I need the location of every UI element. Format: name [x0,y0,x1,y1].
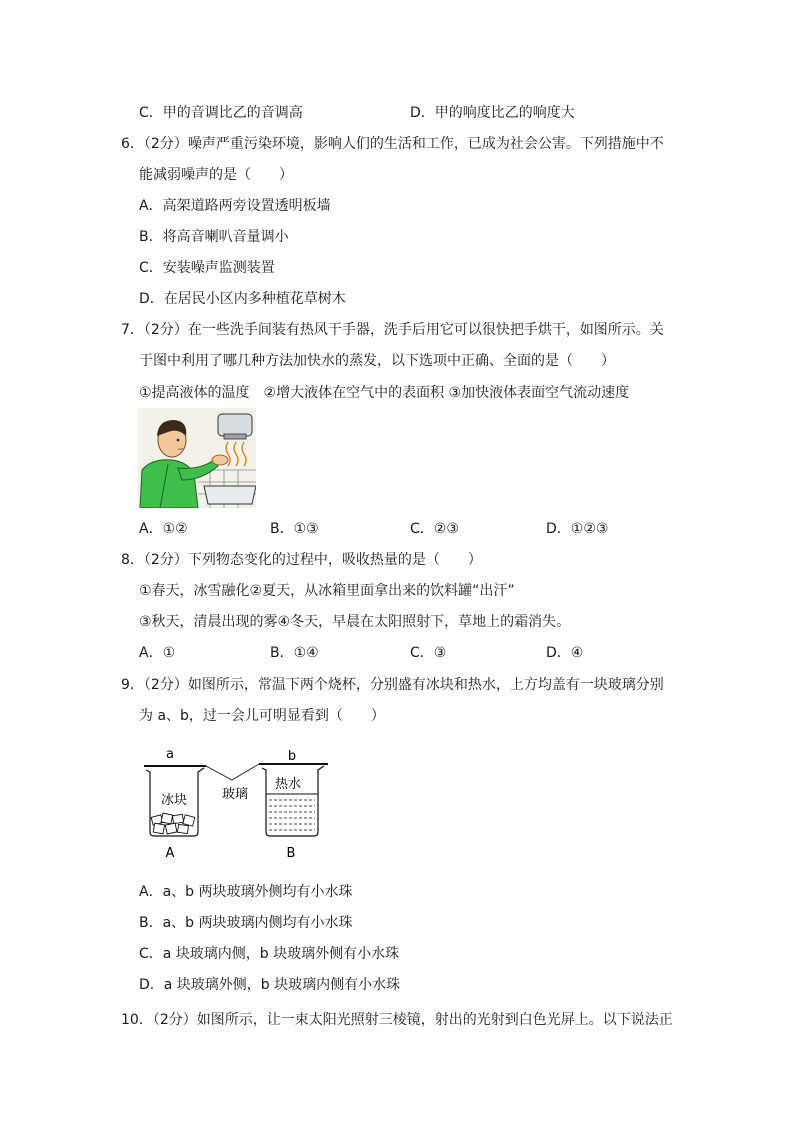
beakers-diagram [138,744,338,864]
q9-option-c: C．a 块玻璃内侧，b 块玻璃外侧有小水珠 [139,946,400,962]
label-a: a [166,747,174,762]
q5-option-d: D．甲的响度比乙的响度大 [410,105,575,121]
q7-option-c: C．②③ [410,521,459,537]
q6-option-b: B．将高音喇叭音量调小 [139,229,289,245]
q10-stem-line-1: 10．（2分）如图所示，让一束太阳光照射三棱镜，射出的光射到白色光屏上。以下说法正 [121,1012,673,1028]
hand-dryer-illustration [138,408,256,508]
q9-option-b: B．a、b 两块玻璃内侧均有小水珠 [139,915,353,931]
q7-option-b: B．①③ [270,521,319,537]
label-beaker-a: A [165,846,175,861]
q6-stem-line-1: 6．（2分）噪声严重污染环境，影响人们的生活和工作，已成为社会公害。下列措施中不 [121,136,664,152]
q8-option-d: D．④ [546,645,584,661]
q6-option-d: D．在居民小区内多种植花草树木 [139,291,346,307]
q7-option-a: A．①② [139,521,188,537]
q8-option-b: B．①④ [270,645,319,661]
label-b: b [287,749,297,764]
q9-stem-line-1: 9．（2分）如图所示，常温下两个烧杯，分别盛有冰块和热水，上方均盖有一块玻璃分别 [121,677,664,693]
q7-methods: ①提高液体的温度 ②增大液体在空气中的表面积 ③加快液体表面空气流动速度 [139,385,630,401]
q9-stem-line-2: 为 a、b，过一会儿可明显看到（ ） [139,708,385,724]
q9-option-a: A．a、b 两块玻璃外侧均有小水珠 [139,884,353,900]
q7-option-d: D．①②③ [546,521,609,537]
q8-stem-line-2: ①春天，冰雪融化②夏天，从冰箱里面拿出来的饮料罐“出汗” [139,583,515,599]
label-beaker-b: B [286,846,296,861]
label-glass: 玻璃 [221,787,249,802]
q8-stem-line-3: ③秋天，清晨出现的雾④冬天，早晨在太阳照射下，草地上的霜消失。 [139,614,571,630]
q8-option-a: A．① [139,645,176,661]
label-ice: 冰块 [160,793,188,808]
q8-stem-line-1: 8．（2分）下列物态变化的过程中，吸收热量的是（ ） [121,552,482,568]
q9-option-d: D．a 块玻璃外侧，b 块玻璃内侧有小水珠 [139,977,401,993]
q8-option-c: C．③ [410,645,447,661]
q6-option-a: A．高架道路两旁设置透明板墙 [139,198,331,214]
q7-stem-line-2: 于图中利用了哪几种方法加快水的蒸发，以下选项中正确、全面的是（ ） [139,353,615,369]
q5-option-c: C．甲的音调比乙的音调高 [139,105,303,121]
label-hot-water: 热水 [274,777,302,792]
q6-stem-line-2: 能减弱噪声的是（ ） [139,167,293,183]
q6-option-c: C．安装噪声监测装置 [139,260,275,276]
q7-stem-line-1: 7．（2分）在一些洗手间装有热风干手器，洗手后用它可以很快把手烘干，如图所示。关 [121,322,664,338]
